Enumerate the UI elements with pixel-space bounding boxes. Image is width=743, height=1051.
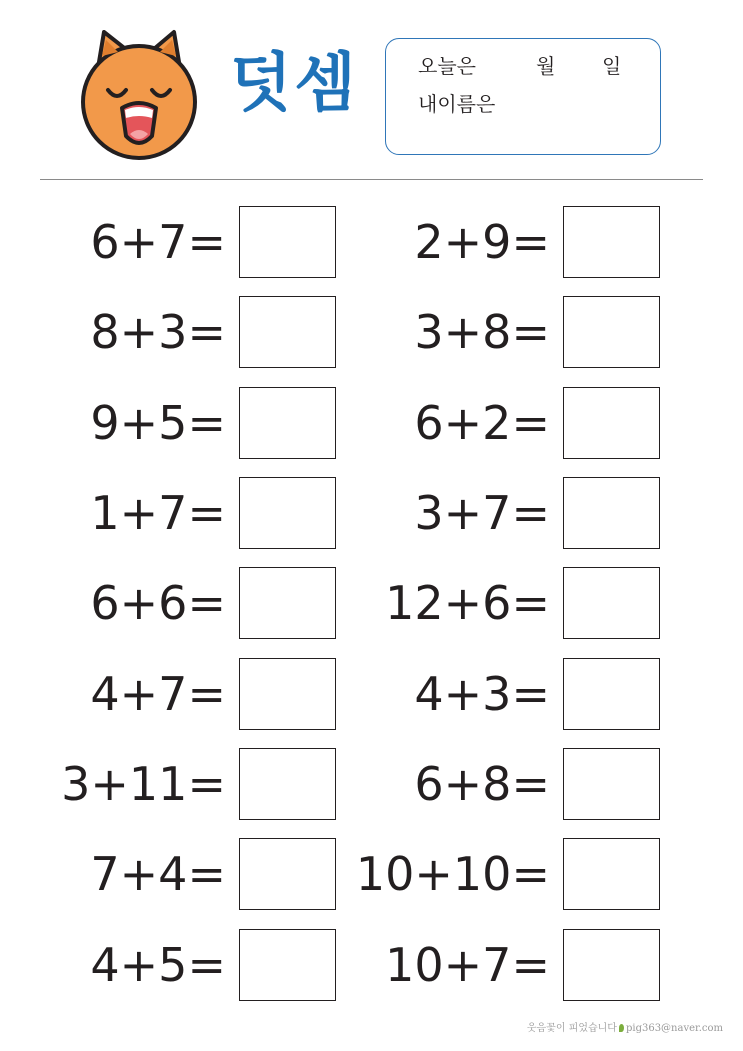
problem-row: [360, 658, 660, 730]
answer-box[interactable]: [239, 838, 336, 910]
answer-box[interactable]: [239, 206, 336, 278]
problem-row: [360, 748, 660, 820]
problem-expression: 12+6=: [385, 576, 550, 630]
problem-expression: 6+8=: [414, 757, 550, 811]
problem-expression: 3+11=: [61, 757, 226, 811]
problem-row: [60, 387, 336, 459]
answer-box[interactable]: [239, 296, 336, 368]
problem-expression: 9+5=: [90, 396, 226, 450]
answer-box[interactable]: [563, 206, 660, 278]
problem-row: [355, 838, 660, 910]
footer-text: 웃음꽃이 피었습니다: [526, 1023, 617, 1034]
problem-row: [360, 296, 660, 368]
problem-row: [60, 206, 336, 278]
problem-row: [60, 929, 336, 1001]
answer-box[interactable]: [563, 658, 660, 730]
problem-expression: 4+3=: [414, 667, 550, 721]
problem-expression: 10+7=: [385, 938, 550, 992]
problem-expression: 7+4=: [90, 847, 226, 901]
problem-row: [360, 567, 660, 639]
problem-row: [360, 929, 660, 1001]
problem-row: [60, 748, 336, 820]
problem-row: [360, 206, 660, 278]
problem-expression: 3+8=: [414, 305, 550, 359]
month-label: 월: [536, 54, 556, 78]
problem-expression: 6+6=: [90, 576, 226, 630]
answer-box[interactable]: [563, 748, 660, 820]
name-label: 내이름은: [418, 92, 496, 116]
problem-expression: 2+9=: [414, 215, 550, 269]
answer-box[interactable]: [563, 567, 660, 639]
date-label: 오늘은: [418, 54, 476, 78]
footer-email: pig363@naver.com: [625, 1023, 723, 1034]
answer-box[interactable]: [563, 477, 660, 549]
answer-box[interactable]: [563, 387, 660, 459]
problem-row: [60, 838, 336, 910]
answer-box[interactable]: [239, 567, 336, 639]
problem-expression: 3+7=: [414, 486, 550, 540]
page-title: 덧셈: [230, 47, 358, 121]
problem-row: [60, 477, 336, 549]
problem-row: [360, 387, 660, 459]
problem-expression: 4+5=: [90, 938, 226, 992]
answer-box[interactable]: [239, 387, 336, 459]
problem-expression: 10+10=: [355, 847, 550, 901]
problem-row: [60, 567, 336, 639]
answer-box[interactable]: [239, 929, 336, 1001]
answer-box[interactable]: [239, 748, 336, 820]
student-info-box: [385, 38, 661, 155]
problem-expression: 6+2=: [414, 396, 550, 450]
answer-box[interactable]: [563, 296, 660, 368]
problem-expression: 4+7=: [90, 667, 226, 721]
problem-expression: 1+7=: [90, 486, 226, 540]
problem-row: [60, 658, 336, 730]
answer-box[interactable]: [239, 658, 336, 730]
answer-box[interactable]: [239, 477, 336, 549]
footer-credit: [527, 1019, 723, 1034]
problem-expression: 6+7=: [90, 215, 226, 269]
day-label: 일: [602, 54, 622, 78]
laughing-cat-face-icon: [78, 28, 200, 160]
answer-box[interactable]: [563, 929, 660, 1001]
leaf-icon: [619, 1024, 624, 1032]
answer-box[interactable]: [563, 838, 660, 910]
header-divider: [40, 179, 703, 180]
problem-expression: 8+3=: [90, 305, 226, 359]
problem-row: [60, 296, 336, 368]
problem-row: [360, 477, 660, 549]
